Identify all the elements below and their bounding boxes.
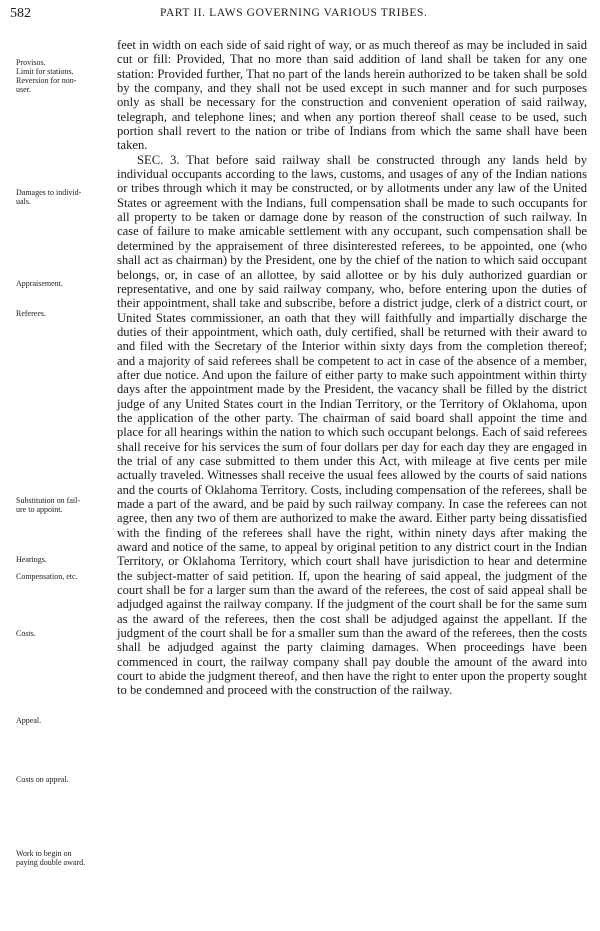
margin-note-appeal (16, 716, 116, 725)
margin-note-line: user. (16, 85, 31, 94)
paragraph-right-of-way: feet in width on each side of said right of way, or as much thereof as may be included in said cut or fill: Provided, That no more than said addition of land shall be taken for any one station: Provided further, That no part of the lands herein authorized to be taken shall be sold by the company, and they shall not be used except in such manner and for such purposes only as shall be necessary for the construction and convenient operation of said railway, telegraph, and telephone lines; and when any portion thereof shall cease to be used, such portion shall revert to the nation or tribe of Indians from which the same shall have been taken. (117, 38, 587, 153)
paragraph-section-3: SEC. 3. That before said railway shall be constructed through any lands held by individual occupants according to the laws, customs, and usages of any of the Indian nations or tribes through which it may be constructed, or by allotments under any law of the United States or agreement with the Indians, full compensation shall be made to such occupants for all property to be taken or damage done by reason of the construction of such railway. In case of failure to make amicable settlement with any occupant, such compensation shall be determined by the appraisement of three disinterested referees, to be appointed, one (who shall act as chairman) by the President, one by the chief of the nation to which said occupant belongs, or, in case of an allottee, by said allottee or by his duly authorized guardian or representative, and one by said railway company, who, before entering upon the duties of their appointment, shall take and subscribe, before a district judge, clerk of a district court, or United States commissioner, an oath that they will faithfully and impartially discharge the duties of their appointment, which oath, duly certified, shall be returned with their award to and filed with the Secretary of the Interior within sixty days from the completion thereof; and a majority of said referees shall be competent to act in case of the absence of a member, after due notice. And upon the failure of either party to make such appointment within thirty days after the appointment made by the President, the vacancy shall be filled by the district judge of any United States court in the Indian Territory, or the Territory of Oklahoma, upon the application of the other party. The chairman of said board shall appoint the time and place for all hearings within the nation to which such occupant belongs. Each of said referees shall receive for his services the sum of four dollars per day for each day they are engaged in the trial of any case submitted to them under this Act, with mileage at five cents per mile actually traveled. Witnesses shall receive the usual fees allowed by the courts of said nations and the courts of Oklahoma Territory. Costs, including compensation of the referees, shall be made a part of the award, and be paid by such railway company. In case the referees can not agree, then any two of them are authorized to make the award. Either party being dissatisfied with the finding of the referees shall have the right, within ninety days after making the award and notice of the same, to appeal by original petition to any district court in the Indian Territory, or Oklahoma Territory, which court shall have jurisdiction to hear and determine the subject-matter of said petition. If, upon the hearing of said appeal, the judgment of the court shall be for a larger sum than the award of the referees, the cost of said appeal shall be adjudged against the railway company. If the judgment of the court shall be for the same sum as the award of the referees, then the cost shall be adjudged against the appellant. If the judgment of the court shall be for a smaller sum than the award of the referees, then the costs shall be adjudged against the party claiming damages. When proceedings have been commenced in court, the railway company shall pay double the amount of the award into court to abide the judgment thereof, and then have the right to enter upon the property sought to be condemned and proceed with the construction of the railway. (117, 152, 588, 698)
margin-note-line: Substitution on fail- (16, 496, 80, 505)
margin-note-referees (16, 309, 116, 318)
margin-note-line: Costs. (16, 629, 36, 638)
margin-note-line: Provisos. (16, 58, 46, 67)
page-number: 582 (10, 6, 31, 21)
running-head: PART II. LAWS GOVERNING VARIOUS TRIBES. (160, 7, 428, 19)
body-text (117, 38, 587, 698)
margin-note-work-to-begin (16, 849, 116, 867)
margin-note-costs (16, 629, 116, 638)
margin-note-line: Appeal. (16, 716, 42, 725)
margin-note-line: Reversion for non- (16, 76, 77, 85)
margin-note-line: ure to appoint. (16, 505, 63, 514)
margin-note-costs-on-appeal (16, 775, 116, 784)
margin-note-provisos (16, 58, 116, 94)
margin-note-line: Work to begin on (16, 849, 72, 858)
margin-note-hearings (16, 555, 116, 564)
margin-note-compensation (16, 572, 116, 581)
margin-note-line: Referees. (16, 309, 46, 318)
margin-note-line: uals. (16, 197, 31, 206)
margin-note-damages (16, 188, 116, 206)
margin-note-line: Hearings. (16, 555, 47, 564)
margin-note-line: Compensation, etc. (16, 572, 78, 581)
margin-note-line: Costs on appeal. (16, 775, 69, 784)
margin-note-line: Damages to individ- (16, 188, 82, 197)
margin-note-line: Appraisement. (16, 279, 63, 288)
margin-note-line: paying double award. (16, 858, 86, 867)
margin-note-line: Limit for stations. (16, 67, 74, 76)
margin-note-substitution (16, 496, 116, 514)
margin-note-appraisement (16, 279, 116, 288)
page-header (10, 6, 588, 28)
